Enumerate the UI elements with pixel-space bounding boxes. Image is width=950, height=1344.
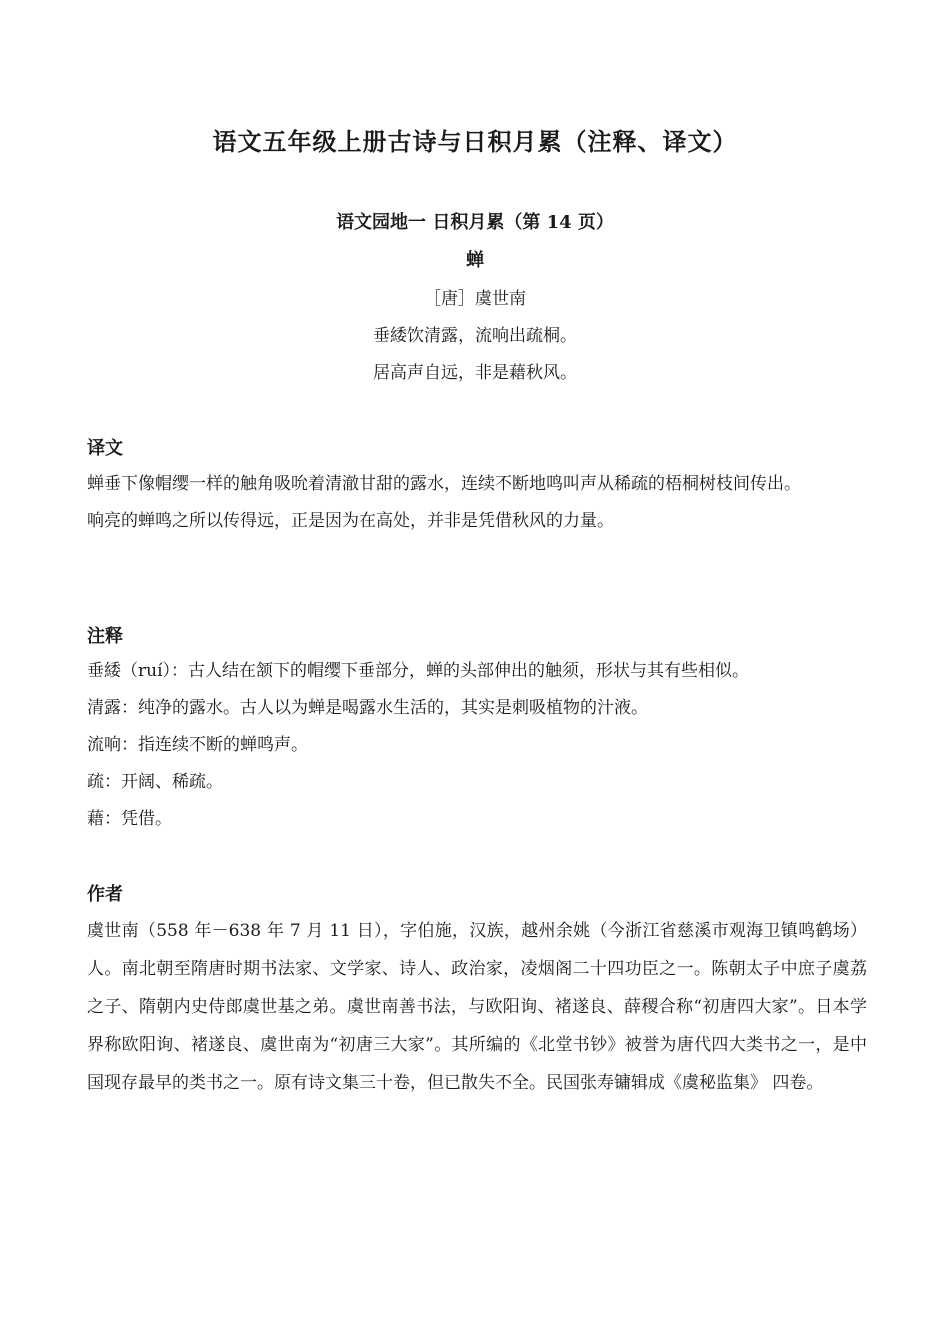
poem-line: 垂緌饮清露，流响出疏桐。 — [373, 326, 577, 346]
translation-body — [87, 466, 867, 540]
notes-body — [87, 653, 867, 838]
notes-heading: 注释 — [87, 626, 123, 647]
translation-heading: 译文 — [87, 438, 123, 459]
author-bio — [87, 912, 867, 1102]
note-item: 清露：纯净的露水。古人以为蝉是喝露水生活的，其实是刺吸植物的汁液。 — [87, 698, 648, 718]
translation-paragraph: 响亮的蝉鸣之所以传得远，正是因为在高处，并非是凭借秋风的力量。 — [87, 511, 614, 531]
note-item: 垂緌（ruí）：古人结在颔下的帽缨下垂部分，蝉的头部伸出的触须，形状与其有些相似。 — [87, 661, 750, 681]
note-item: 藉：凭借。 — [87, 809, 172, 829]
translation-paragraph: 蝉垂下像帽缨一样的触角吸吮着清澈甘甜的露水，连续不断地鸣叫声从稀疏的梧桐树枝间传出。 — [87, 474, 801, 494]
poem-line: 居高声自远，非是藉秋风。 — [373, 363, 577, 383]
author-heading: 作者 — [87, 884, 123, 905]
author-bio-text: 虞世南（558 年－638 年 7 月 11 日），字伯施，汉族，越州余姚（今浙江省慈溪市观海卫镇鸣鹤场）人。南北朝至隋唐时期书法家、文学家、诗人、政治家，凌烟阁二十四功臣之一。陈朝太子中庶子虞荔之子、隋朝内史侍郎虞世基之弟。虞世南善书法，与欧阳询、褚遂良、薛稷合称“初唐四大家”。日本学界称欧阳询、褚遂良、虞世南为“初唐三大家”。其所编的《北堂书钞》被誉为唐代四大类书之一，是中国现存最早的类书之一。原有诗文集三十卷，但已散失不全。民国张寿镛辑成《虞秘监集》 四卷。 — [87, 921, 867, 1093]
document-title: 语文五年级上册古诗与日积月累（注释、译文） — [212, 127, 738, 156]
section-heading: 语文园地一 日积月累（第 14 页） — [336, 212, 614, 233]
note-item: 流响：指连续不断的蝉鸣声。 — [87, 735, 308, 755]
poem-title: 蝉 — [466, 250, 484, 271]
note-item: 疏：开阔、稀疏。 — [87, 772, 223, 792]
poem-author: ［唐］虞世南 — [424, 289, 526, 309]
